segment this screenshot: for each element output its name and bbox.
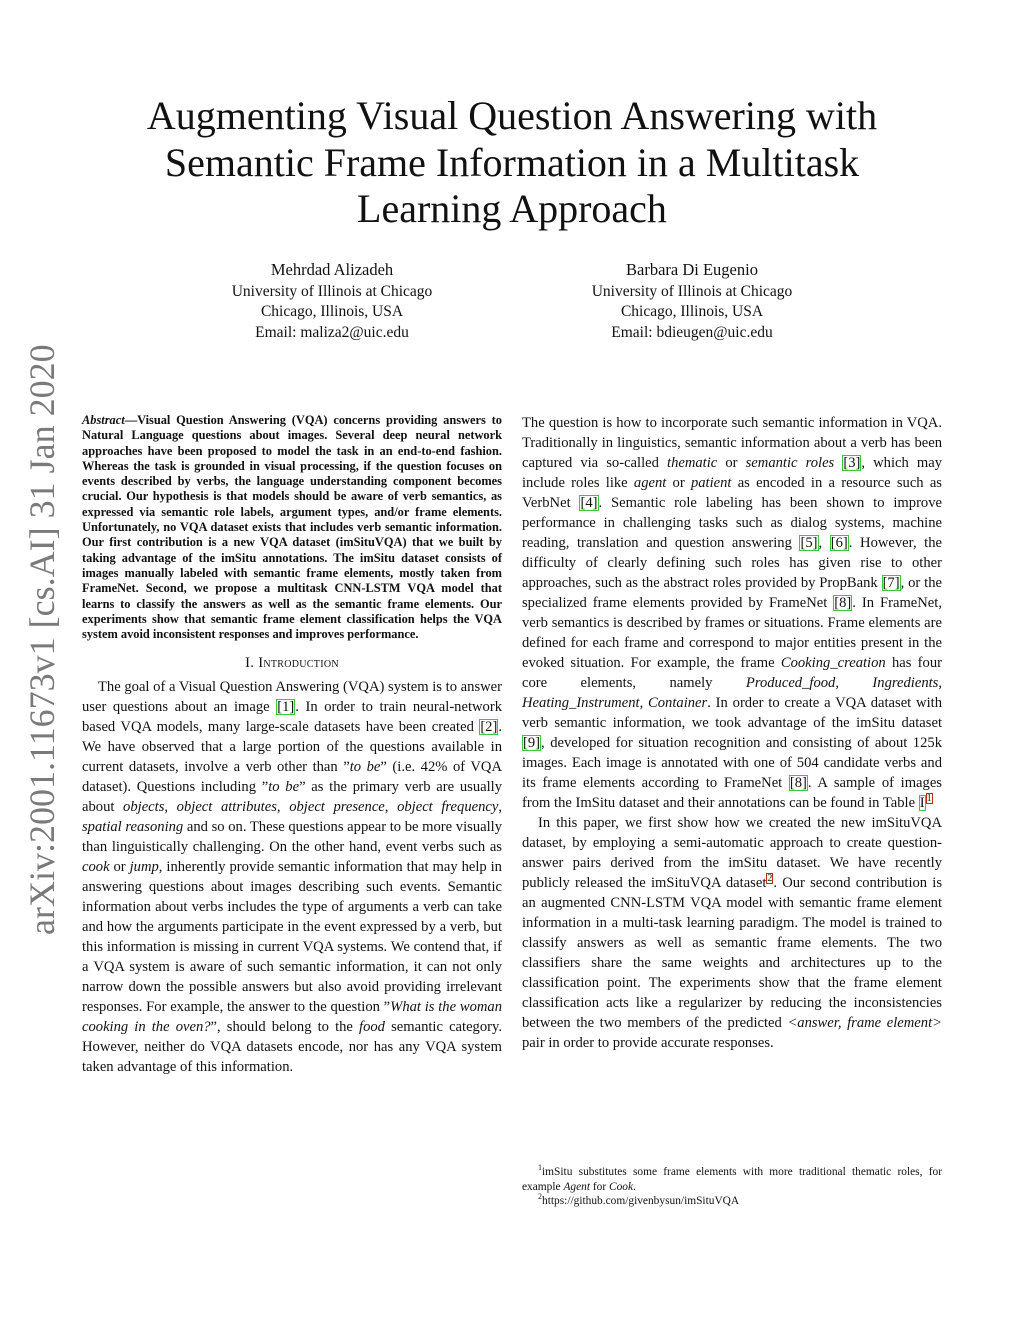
- citation-link[interactable]: [5]: [800, 535, 818, 551]
- author-email: Email: bdieugen@uic.edu: [611, 323, 773, 341]
- abstract-label: Abstract: [82, 413, 125, 427]
- author-location: Chicago, Illinois, USA: [260, 303, 404, 320]
- intro-paragraph-3: In this paper, we first show how we created the new imSituVQA dataset, by employing a semi-automatic approach to create question-answer pairs derived from the imSitu dataset. We have recently publicly released the imSituVQA dataset$^2$. Our second contribution is an augmented CNN-LSTM VQA model with semantic frame element information in a multi-task learning paradigm. The model is trained to classify answers as well as semantic frame elements. The two classifiers share the same weights and architectures up to the classification point. The experiments show that the frame element classification acts like a regularizer by reducing the inconsistencies between the two members of the predicted <answer, frame element> pair in order to provide accurate responses.: [522, 815, 942, 1051]
- citation-link[interactable]: [8]: [834, 595, 852, 611]
- paper-title: [100, 93, 924, 233]
- title-line-2: Semantic Frame Information in a Multitask: [164, 139, 860, 185]
- footnote-link[interactable]: 2: [767, 873, 773, 885]
- table-link[interactable]: I: [919, 795, 925, 811]
- citation-link[interactable]: [8]: [789, 775, 807, 791]
- footnotes: [522, 1165, 942, 1209]
- intro-paragraph-1: The goal of a Visual Question Answering (VQA) system is to answer user questions about an image [1]. In order to train neural-network based VQA models, many large-scale datasets have been created [2]. We have observed that a large portion of the questions available in current datasets, involve a verb other than ”to be” (i.e. 42% of VQA dataset). Questions including ”to be” as the primary verb are usually about objects, object attributes, object presence, object frequency, spatial reasoning and so on. These questions appear to be more visually than linguistically challenging. On the other hand, event verbs such as cook or jump, inherently provide semantic information that may help in answering questions about images describing such events. Semantic information about verbs includes the type of arguments a verb can take and how the arguments participate in the event expressed by a verb, but this information is missing in current VQA systems. We contend that, if a VQA system is aware of such semantic information, it can not only narrow down the possible answers but also avoid providing irrelevant responses. For example, the answer to the question ”What is the woman cooking in the oven?”, should belong to the food semantic category. However, neither do VQA datasets encode, nor has any VQA system taken advantage of this information.: [82, 679, 503, 1076]
- citation-link[interactable]: [7]: [882, 575, 900, 591]
- arxiv-stamp: arXiv:2001.11673v1 [cs.AI] 31 Jan 2020: [22, 344, 62, 935]
- author-email: Email: maliza2@uic.edu: [255, 323, 409, 341]
- author-name: Mehrdad Alizadeh: [270, 260, 394, 279]
- abstract: [82, 413, 502, 642]
- author-block-2: [532, 260, 852, 343]
- citation-link[interactable]: [4]: [580, 495, 598, 511]
- title-line-3: Learning Approach: [357, 186, 667, 231]
- right-column: [522, 413, 942, 1053]
- footnote-link[interactable]: 1: [926, 793, 932, 805]
- citation-link[interactable]: [3]: [843, 455, 861, 471]
- author-name: Barbara Di Eugenio: [626, 260, 758, 279]
- left-column: [82, 413, 502, 1077]
- title-line-1: Augmenting Visual Question Answering with: [146, 93, 878, 138]
- author-location: Chicago, Illinois, USA: [620, 303, 764, 320]
- section-heading-introduction: I. Introduction: [245, 655, 339, 672]
- citation-link[interactable]: [2]: [480, 719, 498, 736]
- citation-link[interactable]: [9]: [523, 735, 541, 751]
- abstract-text: —Visual Question Answering (VQA) concerns providing answers to Natural Language questions about images. Several deep neural network approaches have been proposed to model the task in an end-to-end fashion. Whereas the task is grounded in visual processing, if the question focuses on events described by verbs, the language understanding component becomes crucial. Our hypothesis is that models should be aware of verb semantics, as expressed via semantic role labels, argument types, and/or frame elements. Unfortunately, no VQA dataset exists that includes verb semantic information. Our first contribution is a new VQA dataset (imSituVQA) that we built by taking advantage of the imSitu annotations. The imSitu dataset consists of images manually labeled with semantic frame elements, mostly taken from FrameNet. Second, we propose a multitask CNN-LSTM VQA model that learns to classify the answers as well as the semantic frame elements. Our experiments show that semantic frame element classification helps the VQA system avoid inconsistent responses and improves performance.: [82, 413, 502, 642]
- footnote-url[interactable]: https://github.com/givenbysun/imSituVQA: [542, 1195, 740, 1207]
- footnote-2: $^2$https://github.com/givenbysun/imSituVQA: [538, 1192, 740, 1207]
- citation-link[interactable]: [1]: [277, 699, 295, 716]
- footnote-1: $^1$imSitu substitutes some frame elements with more traditional thematic roles, for example Agent for Cook.: [522, 1163, 942, 1193]
- author-affiliation: University of Illinois at Chicago: [231, 282, 433, 300]
- author-block-1: [172, 260, 492, 343]
- author-affiliation: University of Illinois at Chicago: [591, 282, 793, 300]
- intro-paragraph-2: The question is how to incorporate such semantic information in VQA. Traditionally in linguistics, semantic information about a verb has been captured via so-called thematic or semantic roles [3], which may include roles like agent or patient as encoded in a resource such as VerbNet [4]. Semantic role labeling has been shown to improve performance in challenging tasks such as dialog systems, machine reading, translation and question answering [5], [6]. However, the difficulty of clearly defining such roles has given rise to other approaches, such as the abstract roles provided by PropBank [7], or the specialized frame elements provided by FrameNet [8]. In FrameNet, verb semantics is described by frames or situations. Frame elements are defined for each frame and correspond to major entities present in the evoked situation. For example, the frame Cooking_creation has four core elements, namely Produced_food, Ingredients, Heating_Instrument, Container. In order to create a VQA dataset with verb semantic information, we took advantage of the imSitu dataset [9], developed for situation recognition and consisting of about 125k images. Each image is annotated with one of 504 candidate verbs and its frame elements according to FrameNet [8]. A sample of images from the ImSitu dataset and their annotations can be found in Table I $^1$: [522, 415, 943, 811]
- citation-link[interactable]: [6]: [830, 535, 848, 551]
